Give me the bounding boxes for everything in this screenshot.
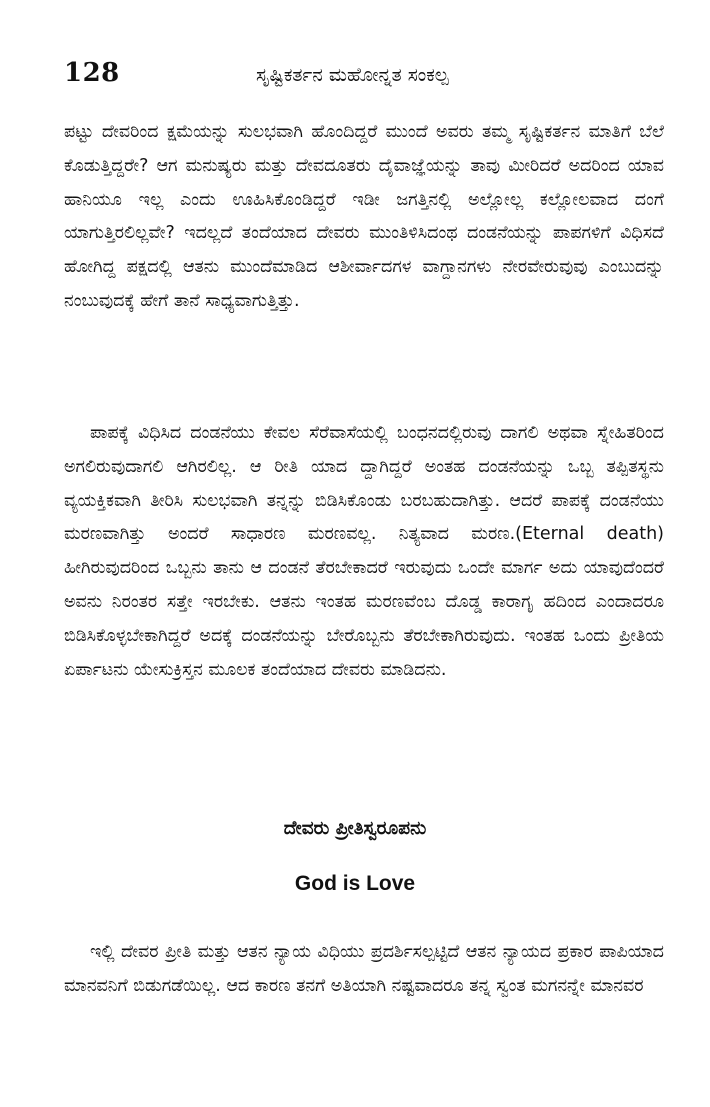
paragraph-2: ಪಾಪಕ್ಕೆ ವಿಧಿಸಿದ ದಂಡನೆಯು ಕೇವಲ ಸೆರೆವಾಸೆಯಲ್ಲಿ ಬಂಧನದಲ್ಲಿರುವು ದಾಗಲಿ ಅಥವಾ ಸ್ನೇಹಿತರಿಂದ ಅಗಲಿರುವುದಾಗಲಿ ಆಗಿರಲಿಲ್ಲ. ಆ ರೀತಿ ಯಾದ ದ್ದಾಗಿದ್ದರೆ ಅಂತಹ ದಂಡನೆಯನ್ನು ಒಬ್ಬ ತಪ್ಪಿತಸ್ಥನು ವ್ಯಯಕ್ತಿಕವಾಗಿ ತೀರಿಸಿ ಸುಲಭವಾಗಿ ತನ್ನನ್ನು ಬಿಡಿಸಿಕೊಂಡು ಬರಬಹುದಾಗಿತ್ತು. ಆದರೆ ಪಾಪಕ್ಕೆ ದಂಡನೆಯು ಮರಣವಾಗಿತ್ತು ಅಂದರೆ ಸಾಧಾರಣ ಮರಣವಲ್ಲ. ನಿತ್ಯವಾದ ಮರಣ.(Eternal death) ಹೀಗಿರುವುದರಿಂದ ಒಬ್ಬನು ತಾನು ಆ ದಂಡನೆ ತೆರಬೇಕಾದರೆ ಇರುವುದು ಒಂದೇ ಮಾರ್ಗ ಅದು ಯಾವುದೆಂದರೆ ಅವನು ನಿರಂತರ ಸತ್ತೇ ಇರಬೇಕು. ಆತನು ಇಂತಹ ಮರಣವೆಂಬ ದೊಡ್ಡ ಕಾರಾಗೃ ಹದಿಂದ ಎಂದಾದರೂ ಬಿಡಿಸಿಕೊಳ್ಳಬೇಕಾಗಿದ್ದರೆ ಅದಕ್ಕೆ ದಂಡನೆಯನ್ನು ಬೇರೊಬ್ಬನು ತೆರಬೇಕಾಗಿರುವುದು. ಇಂತಹ ಒಂದು ಪ್ರೀತಿಯ ಏರ್ಪಾಟನು ಯೇಸುಕ್ರಿಸ್ತನ ಮೂಲಕ ತಂದೆಯಾದ ದೇವರು ಮಾಡಿದನು. [64,423,664,680]
paragraph-1: ಪಟ್ಟು ದೇವರಿಂದ ಕ್ಷಮೆಯನ್ನು ಸುಲಭವಾಗಿ ಹೊಂದಿದ್ದರೆ ಮುಂದೆ ಅವರು ತಮ್ಮ ಸೃಷ್ಟಿಕರ್ತನ ಮಾತಿಗೆ ಬೆಲೆ ಕೊಡುತ್ತಿದ್ದರೇ? ಆಗ ಮನುಷ್ಯರು ಮತ್ತು ದೇವದೂತರು ದೈವಾಜ್ಞೆಯನ್ನು ತಾವು ಮೀರಿದರೆ ಅದರಿಂದ ಯಾವ ಹಾನಿಯೂ ಇಲ್ಲ ಎಂದು ಊಹಿಸಿಕೊಂಡಿದ್ದರೆ ಇಡೀ ಜಗತ್ತಿನಲ್ಲಿ ಅಲ್ಲೋಲ್ಲ ಕಲ್ಲೋಲವಾದ ದಂಗೆ ಯಾಗುತ್ತಿರಲಿಲ್ಲವೇ? ಇದಲ್ಲದೆ ತಂದೆಯಾದ ದೇವರು ಮುಂತಿಳಿಸಿದಂಥ ದಂಡನೆಯನ್ನು ಪಾಪಗಳಿಗೆ ವಿಧಿಸದೆ ಹೋಗಿದ್ದ ಪಕ್ಷದಲ್ಲಿ ಆತನು ಮುಂದೆಮಾಡಿದ ಆಶೀರ್ವಾದಗಳ ವಾಗ್ದಾನಗಳು ನೇರವೇರುವುವು ಎಂಬುದನ್ನು ನಂಬುವುದಕ್ಕೆ ಹೇಗೆ ತಾನೆ ಸಾಧ್ಯವಾಗುತ್ತಿತ್ತು. [64,122,664,311]
running-title: ಸೃಷ್ಟಿಕರ್ತನ ಮಹೋನ್ನತ ಸಂಕಲ್ಪ [256,64,449,86]
page-number: 128 [64,58,120,88]
paragraph-3: ಇಲ್ಲಿ ದೇವರ ಪ್ರೀತಿ ಮತ್ತು ಆತನ ನ್ಯಾಯ ವಿಧಿಯು ಪ್ರದರ್ಶಿಸಲ್ಪಟ್ಟಿದೆ ಆತನ ನ್ಯಾಯದ ಪ್ರಕಾರ ಪಾಪಿಯಾದ ಮಾನವನಿಗೆ ಬಿಡುಗಡೆಯಿಲ್ಲ. ಆದ ಕಾರಣ ತನಗೆ ಅತಿಯಾಗಿ ನಷ್ಟವಾದರೂ ತನ್ನ ಸ್ವಂತ ಮಗನನ್ನೇ ಮಾನವರ [64,942,664,996]
section-heading-english: God is Love [294,872,416,895]
section-heading-kannada: ದೇವರು ಪ್ರೀತಿಸ್ವರೂಪನು [283,818,427,839]
page-header [64,58,670,98]
